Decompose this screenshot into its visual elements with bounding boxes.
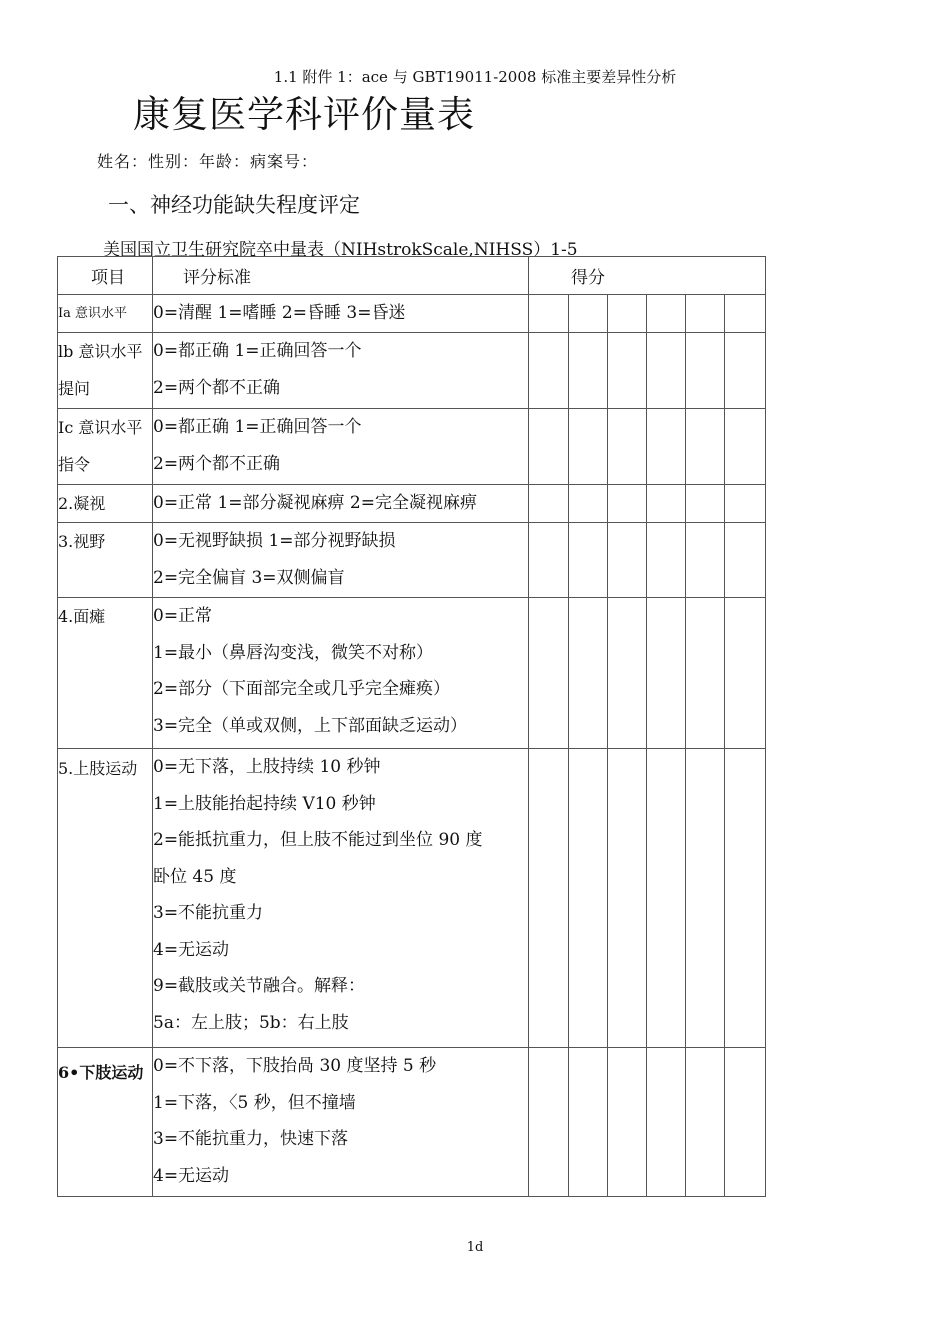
score-cell[interactable] [569, 598, 608, 749]
score-cell[interactable] [529, 485, 569, 523]
score-cell[interactable] [608, 333, 647, 409]
score-cell[interactable] [608, 523, 647, 598]
page-number: 1d [466, 1240, 484, 1255]
criteria-cell [153, 333, 529, 409]
criteria-line: 9=截肢或关节融合。解释： [153, 976, 366, 996]
patient-info-line: 姓名：性别：年龄：病案号： [97, 152, 319, 171]
score-cell[interactable] [529, 409, 569, 485]
section-heading: 一、神经功能缺失程度评定 [108, 193, 360, 217]
table-row [58, 485, 766, 523]
score-cell[interactable] [569, 333, 608, 409]
table-row [58, 749, 766, 1048]
criteria-line: 卧位 45 度 [153, 866, 237, 887]
score-cell[interactable] [725, 485, 766, 523]
score-cell[interactable] [608, 1048, 647, 1197]
criteria-line: 1=最小（鼻唇沟变浅，微笑不对称） [153, 642, 434, 663]
score-cell[interactable] [647, 749, 686, 1048]
item-label: lb 意识水平提问 [58, 333, 153, 409]
score-cell[interactable] [608, 295, 647, 333]
item-label: 5.上肢运动 [58, 749, 153, 1048]
score-cell[interactable] [529, 295, 569, 333]
score-cell[interactable] [647, 523, 686, 598]
score-cell[interactable] [529, 333, 569, 409]
criteria-cell [153, 409, 529, 485]
table-row [58, 409, 766, 485]
score-cell[interactable] [725, 749, 766, 1048]
criteria-cell [153, 485, 529, 523]
criteria-cell [153, 749, 529, 1048]
header-criteria: 评分标准 [153, 257, 529, 295]
score-cell[interactable] [529, 749, 569, 1048]
score-cell[interactable] [569, 295, 608, 333]
score-cell[interactable] [569, 1048, 608, 1197]
item-label: 2.凝视 [58, 485, 153, 523]
table-row [58, 523, 766, 598]
criteria-line: 4=无运动 [153, 939, 230, 960]
criteria-line: 1=下落，〈5 秒，但不撞墙 [153, 1092, 356, 1113]
criteria-line: 2=两个都不正确 [153, 377, 281, 398]
score-cell[interactable] [686, 333, 725, 409]
table-row [58, 333, 766, 409]
score-cell[interactable] [529, 598, 569, 749]
score-cell[interactable] [725, 295, 766, 333]
criteria-line: 3=不能抗重力，快速下落 [153, 1129, 349, 1149]
criteria-line: 0=正常 1=部分凝视麻痹 2=完全凝视麻痹 [153, 493, 477, 513]
score-cell[interactable] [529, 1048, 569, 1197]
item-label: Ic 意识水平指令 [58, 409, 153, 485]
score-cell[interactable] [608, 409, 647, 485]
score-cell[interactable] [647, 409, 686, 485]
score-cell[interactable] [725, 333, 766, 409]
criteria-line: 2=两个都不正确 [153, 453, 281, 474]
criteria-line: 3=完全（单或双侧，上下部面缺乏运动） [153, 715, 468, 736]
score-cell[interactable] [725, 1048, 766, 1197]
score-cell[interactable] [647, 485, 686, 523]
score-cell[interactable] [686, 523, 725, 598]
header-item: 项目 [58, 257, 153, 295]
criteria-line: 2=部分（下面部完全或几乎完全瘫痪） [153, 679, 451, 699]
score-cell[interactable] [686, 1048, 725, 1197]
criteria-line: 0=正常 [153, 606, 213, 626]
item-label: 3.视野 [58, 523, 153, 598]
table-row [58, 295, 766, 333]
criteria-line: 1=上肢能抬起持续 V10 秒钟 [153, 793, 376, 814]
criteria-cell [153, 598, 529, 749]
criteria-line: 0=都正确 1=正确回答一个 [153, 341, 362, 361]
table-caption: 美国国立卫生研究院卒中量表（NIHstrokScale,NIHSS）1-5 [103, 240, 578, 260]
score-cell[interactable] [608, 749, 647, 1048]
criteria-line: 5a：左上肢；5b：右上肢 [153, 1012, 349, 1033]
criteria-line: 0=不下落，下肢抬咼 30 度坚持 5 秒 [153, 1056, 437, 1076]
table-row [58, 1048, 766, 1197]
score-cell[interactable] [686, 749, 725, 1048]
item-label: 6•下肢运动 [58, 1048, 153, 1197]
criteria-cell [153, 523, 529, 598]
score-cell[interactable] [647, 1048, 686, 1197]
item-label: Ia 意识水平 [58, 295, 153, 333]
score-cell[interactable] [608, 485, 647, 523]
running-header: 1.1 附件 1：ace 与 GBT19011-2008 标准主要差异性分析 [273, 68, 677, 86]
score-cell[interactable] [725, 523, 766, 598]
score-cell[interactable] [647, 598, 686, 749]
score-cell[interactable] [725, 598, 766, 749]
score-cell[interactable] [647, 333, 686, 409]
nihss-table [57, 256, 766, 1197]
criteria-line: 0=无下落，上肢持续 10 秒钟 [153, 757, 381, 777]
criteria-cell [153, 295, 529, 333]
header-score: 得分 [529, 257, 766, 295]
score-cell[interactable] [686, 295, 725, 333]
table-row [58, 598, 766, 749]
score-cell[interactable] [529, 523, 569, 598]
score-cell[interactable] [647, 295, 686, 333]
criteria-line: 2=完全偏盲 3=双侧偏盲 [153, 567, 345, 588]
score-cell[interactable] [725, 409, 766, 485]
criteria-line: 0=都正确 1=正确回答一个 [153, 417, 362, 437]
score-cell[interactable] [569, 749, 608, 1048]
criteria-line: 0=无视野缺损 1=部分视野缺损 [153, 531, 396, 551]
item-label: 4.面瘫 [58, 598, 153, 749]
criteria-line: 2=能抵抗重力，但上肢不能过到坐位 90 度 [153, 830, 483, 850]
criteria-line: 3=不能抗重力 [153, 903, 264, 923]
criteria-line: 4=无运动 [153, 1165, 230, 1186]
criteria-cell [153, 1048, 529, 1197]
score-cell[interactable] [686, 409, 725, 485]
score-cell[interactable] [686, 485, 725, 523]
criteria-line: 0=清醒 1=嗜睡 2=昏睡 3=昏迷 [153, 303, 406, 323]
score-cell[interactable] [686, 598, 725, 749]
score-cell[interactable] [569, 409, 608, 485]
score-cell[interactable] [569, 523, 608, 598]
table-header-row [58, 257, 766, 295]
score-cell[interactable] [569, 485, 608, 523]
page-title: 康复医学科评价量表 [133, 93, 475, 136]
score-cell[interactable] [608, 598, 647, 749]
